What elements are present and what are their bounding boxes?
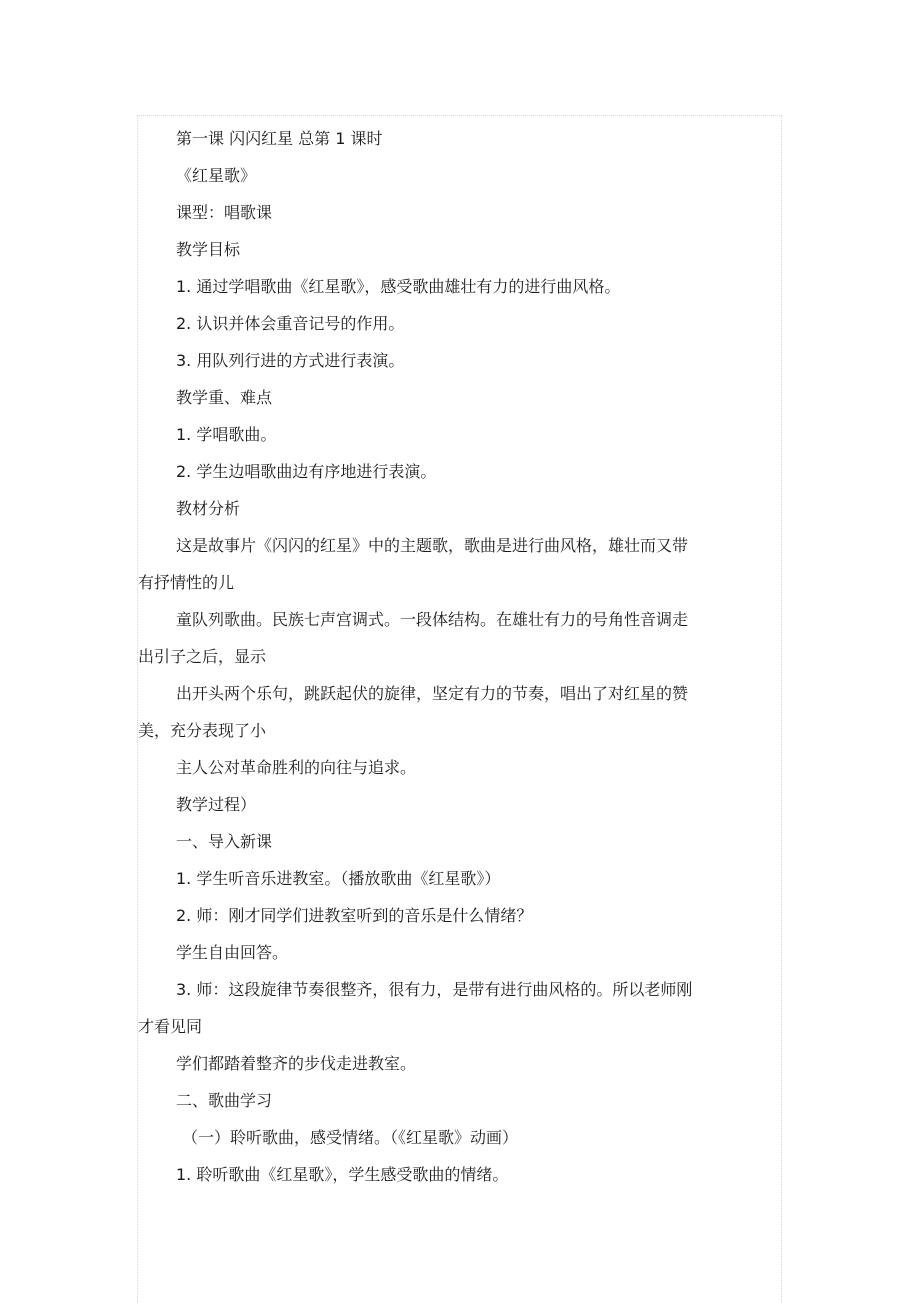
process-item: 2. 师：刚才同学们进教室听到的音乐是什么情绪？ (176, 906, 533, 925)
process-item: 3. 师：这段旋律节奏很整齐，很有力，是带有进行曲风格的。所以老师刚 (176, 980, 693, 999)
paragraph-line: 美，充分表现了小 (138, 721, 267, 740)
process-item: 才看见同 (138, 1017, 203, 1036)
lesson-type: 课型：唱歌课 (176, 203, 273, 222)
section-heading-analysis: 教材分析 (176, 499, 241, 518)
objective-item: 1. 通过学唱歌曲《红星歌》，感受歌曲雄壮有力的进行曲风格。 (176, 277, 621, 296)
section-heading-process: 教学过程） (176, 795, 257, 814)
paragraph-line: 出引子之后，显示 (138, 647, 267, 666)
song-title: 《红星歌》 (176, 166, 257, 185)
key-point-item: 1. 学唱歌曲。 (176, 425, 277, 444)
section-heading-objectives: 教学目标 (176, 240, 241, 259)
document-body (138, 120, 738, 1193)
sub-subsection-heading: （一）聆听歌曲，感受情绪。（《红星歌》动画） (182, 1128, 519, 1147)
paragraph-line: 这是故事片《闪闪的红星》中的主题歌，歌曲是进行曲风格，雄壮而又带 (176, 536, 689, 555)
paragraph-line: 有抒情性的儿 (138, 573, 235, 592)
process-item: 学生自由回答。 (176, 943, 289, 962)
objective-item: 3. 用队列行进的方式进行表演。 (176, 351, 405, 370)
process-item: 1. 学生听音乐进教室。（播放歌曲《红星歌》） (176, 869, 501, 888)
subsection-heading: 二、歌曲学习 (176, 1091, 273, 1110)
process-item: 1. 聆听歌曲《红星歌》，学生感受歌曲的情绪。 (176, 1165, 509, 1184)
section-heading-key-points: 教学重、难点 (176, 388, 273, 407)
subsection-heading: 一、导入新课 (176, 832, 273, 851)
key-point-item: 2. 学生边唱歌曲边有序地进行表演。 (176, 462, 437, 481)
lesson-heading: 第一课 闪闪红星 总第 1 课时 (176, 129, 383, 148)
paragraph-line: 童队列歌曲。民族七声宫调式。一段体结构。在雄壮有力的号角性音调走 (176, 610, 689, 629)
paragraph-line: 出开头两个乐句，跳跃起伏的旋律，坚定有力的节奏，唱出了对红星的赞 (176, 684, 689, 703)
process-item: 学们都踏着整齐的步伐走进教室。 (176, 1054, 417, 1073)
paragraph-line: 主人公对革命胜利的向往与追求。 (176, 758, 417, 777)
objective-item: 2. 认识并体会重音记号的作用。 (176, 314, 405, 333)
